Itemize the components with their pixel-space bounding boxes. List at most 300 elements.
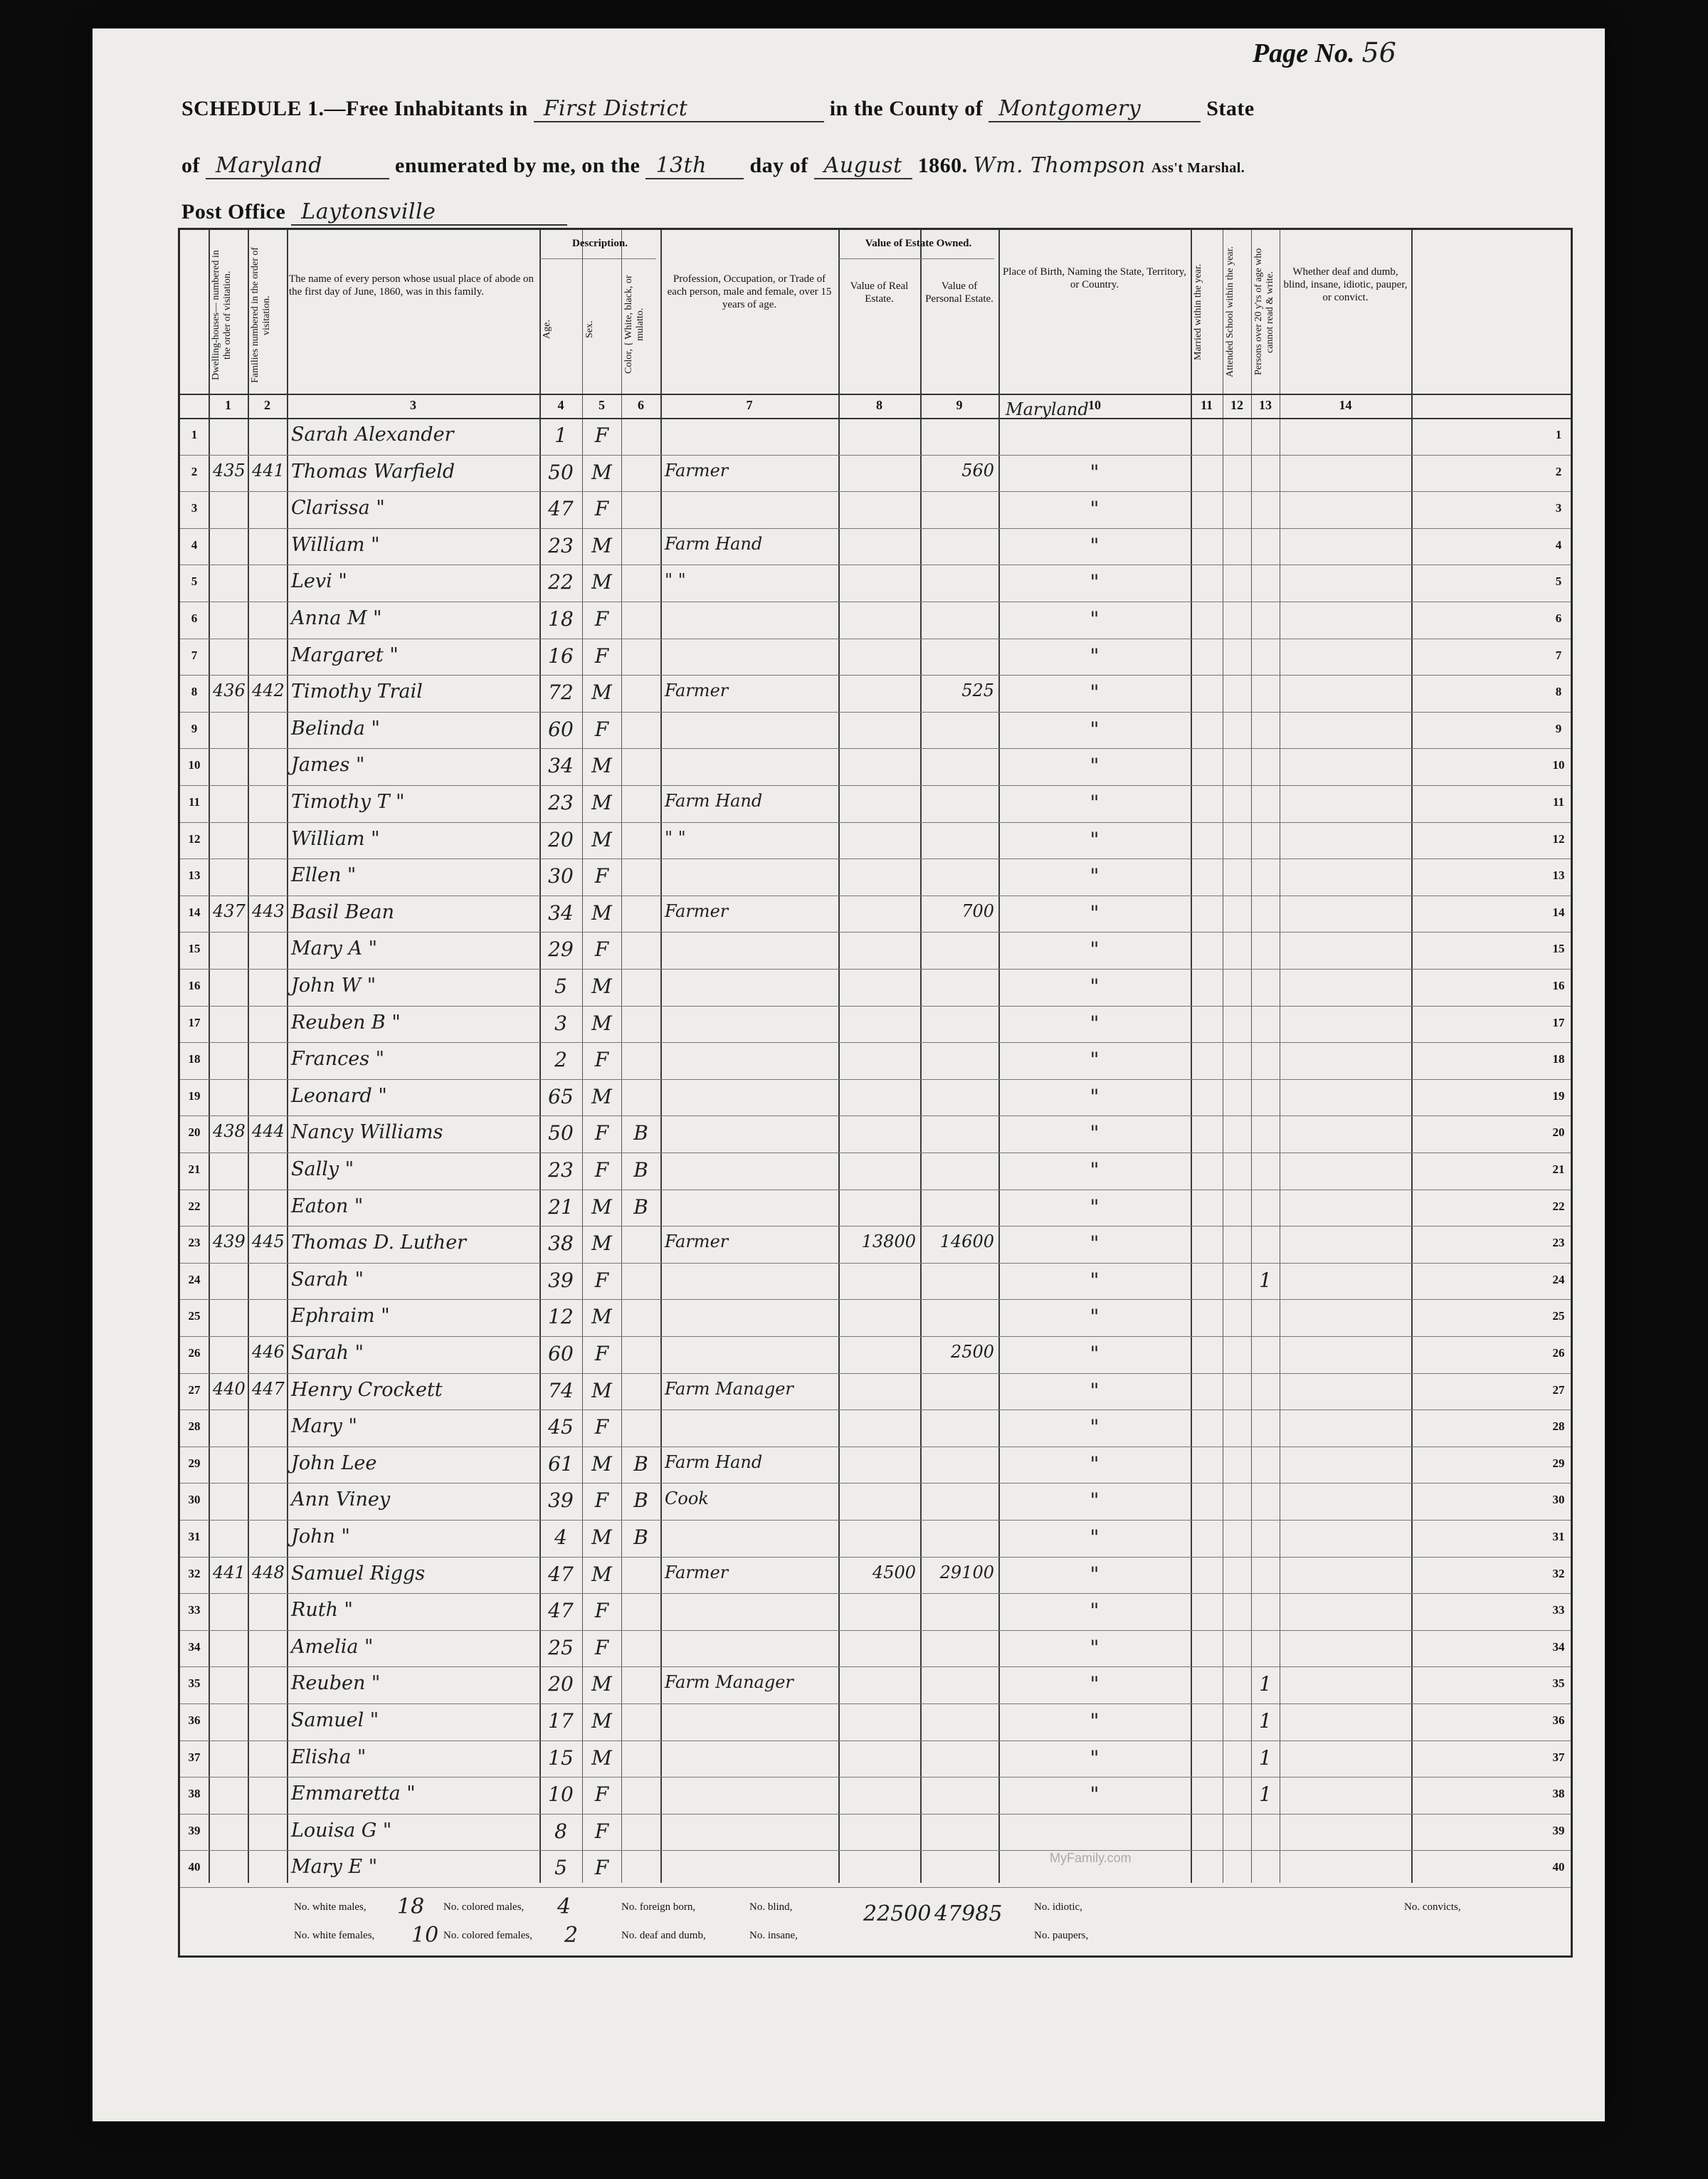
row-rule <box>180 1887 1571 1888</box>
column-header: Value of Real Estate. <box>850 280 909 305</box>
age-value: 34 <box>548 754 574 778</box>
person-name: Sarah " <box>291 1268 364 1291</box>
row-number-right: 19 <box>1552 1088 1565 1103</box>
sex-value: F <box>594 1819 609 1843</box>
occupation-value: Farm Manager <box>665 1672 794 1693</box>
sex-value: M <box>591 1194 612 1219</box>
column-rule <box>248 230 249 1883</box>
color-value: B <box>633 1451 648 1476</box>
totals-field: No. idiotic, <box>1034 1901 1082 1913</box>
family-number: 447 <box>252 1378 285 1399</box>
age-value: 8 <box>554 1819 567 1843</box>
row-rule <box>180 1814 1571 1815</box>
family-number: 445 <box>252 1232 285 1252</box>
person-name: John Lee <box>291 1451 377 1474</box>
age-value: 60 <box>548 717 574 741</box>
dwelling-number: 437 <box>213 901 246 921</box>
dwelling-number: 441 <box>213 1562 246 1582</box>
birthplace-value: " <box>1090 717 1100 741</box>
row-rule <box>180 1593 1571 1594</box>
row-rule <box>180 1703 1571 1704</box>
sex-value: M <box>591 1672 612 1696</box>
column-rule <box>1251 230 1252 1883</box>
person-name: Emmaretta " <box>291 1782 416 1805</box>
person-name: Ruth " <box>291 1599 353 1622</box>
sex-value: F <box>594 717 609 741</box>
column-header: Profession, Occupation, or Trade of each person, male and female, over 15 years of age. <box>667 273 832 310</box>
row-number-right: 39 <box>1552 1823 1565 1837</box>
birthplace-value: " <box>1090 570 1100 594</box>
marshal-name: Wm. Thompson <box>973 153 1146 178</box>
row-number-right: 9 <box>1555 721 1562 735</box>
person-name: Frances " <box>291 1048 385 1071</box>
row-number-right: 30 <box>1552 1493 1565 1507</box>
page-number: Page No. 56 <box>1253 37 1396 68</box>
occupation-value: Farm Hand <box>665 791 763 811</box>
row-number-left: 2 <box>191 464 198 478</box>
age-value: 25 <box>548 1635 574 1659</box>
sex-value: M <box>591 1378 612 1402</box>
row-number-right: 26 <box>1552 1346 1565 1360</box>
column-number-rule <box>180 418 1571 419</box>
age-value: 17 <box>548 1709 574 1733</box>
birthplace-maryland: Maryland <box>1006 399 1089 419</box>
row-number-left: 26 <box>188 1346 201 1360</box>
row-rule <box>180 1152 1571 1153</box>
family-number: 442 <box>252 681 285 701</box>
totals-field: 10 <box>411 1923 439 1948</box>
age-value: 1 <box>554 424 567 447</box>
row-number-left: 6 <box>191 611 198 625</box>
row-number-right: 35 <box>1552 1676 1565 1691</box>
illiterate-mark: 1 <box>1259 1745 1272 1770</box>
watermark: MyFamily.com <box>1050 1851 1132 1865</box>
totals-field: No. foreign born, <box>621 1901 696 1913</box>
personal-estate-value: 2500 <box>950 1342 994 1362</box>
row-number-right: 31 <box>1552 1530 1565 1543</box>
column-number: 7 <box>746 398 753 412</box>
row-number-right: 34 <box>1552 1639 1565 1654</box>
row-number-left: 32 <box>188 1566 201 1580</box>
row-number-right: 13 <box>1552 868 1565 883</box>
row-number-left: 10 <box>188 758 201 772</box>
column-number: 9 <box>956 398 963 412</box>
person-name: Leonard " <box>291 1084 387 1107</box>
sex-value: F <box>594 1158 609 1182</box>
row-number-right: 17 <box>1552 1015 1565 1029</box>
row-number-left: 8 <box>191 685 198 699</box>
column-rule <box>1191 230 1192 1883</box>
sex-value: M <box>591 681 612 705</box>
age-value: 22 <box>548 570 574 594</box>
row-number-right: 6 <box>1555 611 1562 625</box>
row-number-right: 10 <box>1552 758 1565 772</box>
illiterate-mark: 1 <box>1259 1709 1272 1733</box>
illiterate-mark: 1 <box>1259 1672 1272 1696</box>
sex-value: M <box>591 1562 612 1586</box>
birthplace-value: " <box>1090 1378 1100 1402</box>
birthplace-value: " <box>1090 1745 1100 1770</box>
age-value: 20 <box>548 827 574 851</box>
column-number: 10 <box>1088 398 1101 412</box>
column-number: 11 <box>1200 398 1213 412</box>
sex-value: M <box>591 1451 612 1476</box>
column-header: Color, { White, black, or mulatto. <box>623 275 645 374</box>
birthplace-value: " <box>1090 1782 1100 1807</box>
row-number-right: 40 <box>1552 1860 1565 1874</box>
column-header: Sex. <box>584 320 595 339</box>
row-rule <box>180 1042 1571 1043</box>
person-name: James " <box>291 754 365 777</box>
row-rule <box>180 1263 1571 1264</box>
dwelling-number: 439 <box>213 1232 246 1252</box>
sex-value: F <box>594 864 609 888</box>
row-rule <box>180 1666 1571 1667</box>
dwelling-number: 438 <box>213 1121 246 1142</box>
birthplace-value: " <box>1090 938 1100 962</box>
row-number-right: 15 <box>1552 942 1565 956</box>
sex-value: F <box>594 1856 609 1880</box>
column-rule <box>838 230 840 1883</box>
row-rule <box>180 1557 1571 1558</box>
column-header: Persons over 20 y'rs of age who cannot read & write. <box>1253 248 1275 376</box>
row-rule <box>180 1520 1571 1521</box>
row-number-left: 17 <box>188 1015 201 1029</box>
column-rule <box>539 230 541 1883</box>
row-number-right: 33 <box>1552 1603 1565 1617</box>
column-header: Married within the year. <box>1193 263 1203 360</box>
birthplace-value: " <box>1090 1268 1100 1292</box>
sex-value: M <box>591 975 612 998</box>
row-number-right: 21 <box>1552 1162 1565 1176</box>
sex-value: F <box>594 607 609 631</box>
illiterate-mark: 1 <box>1259 1268 1272 1292</box>
row-number-right: 5 <box>1555 574 1562 589</box>
birthplace-value: " <box>1090 1451 1100 1476</box>
row-rule <box>180 1409 1571 1410</box>
sex-value: M <box>591 570 612 594</box>
totals-field: No. blind, <box>749 1901 793 1913</box>
row-number-left: 23 <box>188 1236 201 1250</box>
header-line-3: Post Office Laytonsville <box>181 199 567 226</box>
age-value: 23 <box>548 1158 574 1182</box>
row-number-right: 27 <box>1552 1382 1565 1397</box>
color-value: B <box>633 1526 648 1549</box>
sex-value: M <box>591 827 612 851</box>
column-number: 8 <box>876 398 882 412</box>
person-name: Mary " <box>291 1415 357 1438</box>
age-value: 20 <box>548 1672 574 1696</box>
sex-value: F <box>594 1268 609 1292</box>
age-value: 47 <box>548 1562 574 1586</box>
row-rule <box>180 1373 1571 1374</box>
occupation-value: " " <box>665 570 686 591</box>
row-rule <box>180 1740 1571 1741</box>
illiterate-mark: 1 <box>1259 1782 1272 1807</box>
occupation-value: Farmer <box>665 1562 729 1582</box>
person-name: Belinda " <box>291 717 380 740</box>
person-name: Sally " <box>291 1158 354 1180</box>
row-number-left: 3 <box>191 501 198 515</box>
age-value: 23 <box>548 791 574 814</box>
age-value: 39 <box>548 1488 574 1513</box>
age-value: 72 <box>548 681 574 705</box>
person-name: Anna M " <box>291 607 382 629</box>
birthplace-value: " <box>1090 754 1100 778</box>
row-rule <box>180 822 1571 823</box>
birthplace-value: " <box>1090 1158 1100 1182</box>
sex-value: F <box>594 1342 609 1365</box>
birthplace-value: " <box>1090 827 1100 851</box>
personal-estate-value: 525 <box>961 681 994 701</box>
personal-estate-value: 14600 <box>939 1232 994 1252</box>
age-value: 16 <box>548 644 574 668</box>
person-name: Samuel Riggs <box>291 1562 426 1585</box>
birthplace-value: " <box>1090 1526 1100 1549</box>
column-number: 5 <box>599 398 605 412</box>
column-rule <box>998 230 1000 1883</box>
person-name: Reuben " <box>291 1672 381 1695</box>
column-header: The name of every person whose usual place of abode on the first day of June, 1860, was in this family. <box>289 273 534 298</box>
birthplace-value: " <box>1090 1084 1100 1108</box>
sex-value: F <box>594 424 609 447</box>
occupation-value: Farm Hand <box>665 533 763 554</box>
row-number-right: 2 <box>1555 464 1562 478</box>
age-value: 21 <box>548 1194 574 1219</box>
sex-value: M <box>591 791 612 814</box>
sex-value: M <box>591 1011 612 1035</box>
column-number: 1 <box>225 398 231 412</box>
person-name: Eaton " <box>291 1194 364 1217</box>
person-name: Margaret " <box>291 644 399 666</box>
column-header: Value of Personal Estate. <box>925 280 993 305</box>
row-number-right: 1 <box>1555 428 1562 441</box>
row-number-left: 13 <box>188 868 201 883</box>
row-number-left: 20 <box>188 1125 201 1140</box>
sex-value: F <box>594 644 609 668</box>
occupation-value: Cook <box>665 1488 709 1509</box>
row-rule <box>180 1777 1571 1778</box>
birthplace-value: " <box>1090 1415 1100 1439</box>
age-value: 5 <box>554 975 567 998</box>
age-value: 15 <box>548 1745 574 1770</box>
personal-estate-value: 29100 <box>939 1562 994 1582</box>
row-number-left: 18 <box>188 1052 201 1066</box>
schedule-title: SCHEDULE 1.—Free Inhabitants in <box>181 97 528 120</box>
sex-value: M <box>591 1709 612 1733</box>
occupation-value: " " <box>665 827 686 848</box>
county-value: Montgomery <box>989 96 1201 122</box>
family-number: 446 <box>252 1342 285 1362</box>
sex-value: M <box>591 1305 612 1329</box>
column-header: Attended School within the year. <box>1225 246 1235 377</box>
person-name: Amelia " <box>291 1635 374 1658</box>
header-bottom-rule <box>180 394 1571 395</box>
age-value: 4 <box>554 1526 567 1549</box>
totals-field: No. white males, <box>294 1901 367 1913</box>
post-office-value: Laytonsville <box>291 199 567 226</box>
header-line-1 <box>181 96 1255 122</box>
row-number-left: 14 <box>188 905 201 919</box>
sex-value: F <box>594 1599 609 1623</box>
row-rule <box>180 1079 1571 1080</box>
row-number-right: 29 <box>1552 1456 1565 1470</box>
age-value: 18 <box>548 607 574 631</box>
column-header: Whether deaf and dumb, blind, insane, idiotic, pauper, or convict. <box>1283 266 1408 303</box>
dwelling-number: 435 <box>213 460 246 481</box>
occupation-value: Farmer <box>665 460 729 481</box>
person-name: Reuben B " <box>291 1011 401 1034</box>
totals-field: No. colored males, <box>443 1901 524 1913</box>
row-number-left: 25 <box>188 1309 201 1323</box>
row-number-right: 7 <box>1555 648 1562 662</box>
row-rule <box>180 785 1571 786</box>
person-name: Henry Crockett <box>291 1378 443 1401</box>
age-value: 23 <box>548 533 574 557</box>
column-rule <box>660 230 662 1883</box>
age-value: 39 <box>548 1268 574 1292</box>
totals-field: 4 <box>557 1894 571 1919</box>
sex-value: M <box>591 901 612 925</box>
sex-value: F <box>594 1121 609 1145</box>
totals-field: 22500 <box>863 1901 932 1926</box>
row-number-left: 27 <box>188 1382 201 1397</box>
row-rule <box>180 675 1571 676</box>
birthplace-value: " <box>1090 1048 1100 1072</box>
color-value: B <box>633 1158 648 1182</box>
row-number-left: 9 <box>191 721 198 735</box>
person-name: Ephraim " <box>291 1305 390 1328</box>
row-number-left: 19 <box>188 1088 201 1103</box>
totals-field: No. convicts, <box>1404 1901 1461 1913</box>
row-rule <box>180 1483 1571 1484</box>
person-name: John " <box>291 1526 350 1548</box>
sex-value: M <box>591 1084 612 1108</box>
row-number-left: 16 <box>188 979 201 992</box>
year-value: 1860. <box>917 154 968 177</box>
totals-field: No. deaf and dumb, <box>621 1930 706 1941</box>
totals-field: No. colored females, <box>443 1930 532 1941</box>
row-number-right: 11 <box>1552 795 1565 809</box>
person-name: William " <box>291 827 380 850</box>
row-number-left: 30 <box>188 1493 201 1507</box>
dwelling-number: 436 <box>213 681 246 701</box>
birthplace-value: " <box>1090 1562 1100 1586</box>
birthplace-value: " <box>1090 975 1100 998</box>
row-number-right: 3 <box>1555 501 1562 515</box>
column-header: Families numbered in the order of visitation. <box>250 247 272 384</box>
person-name: Basil Bean <box>291 901 394 923</box>
age-value: 50 <box>548 460 574 484</box>
birthplace-value: " <box>1090 1342 1100 1365</box>
person-name: Thomas D. Luther <box>291 1232 467 1254</box>
row-rule <box>180 1226 1571 1227</box>
totals-field: No. white females, <box>294 1930 375 1941</box>
sex-value: M <box>591 460 612 484</box>
column-rule <box>1411 230 1413 1883</box>
column-header: Value of Estate Owned. <box>865 238 972 249</box>
person-name: Sarah " <box>291 1342 364 1364</box>
age-value: 30 <box>548 864 574 888</box>
row-number-left: 24 <box>188 1272 201 1286</box>
person-name: Levi " <box>291 570 347 593</box>
person-name: Mary A " <box>291 938 377 960</box>
person-name: Clarissa " <box>291 497 385 520</box>
sex-value: F <box>594 938 609 962</box>
column-number: 6 <box>638 398 644 412</box>
row-rule <box>180 969 1571 970</box>
person-name: Sarah Alexander <box>291 424 454 446</box>
row-number-left: 40 <box>188 1860 201 1874</box>
totals-field: No. insane, <box>749 1930 798 1941</box>
family-number: 443 <box>252 901 285 921</box>
row-number-left: 7 <box>191 648 198 662</box>
age-value: 47 <box>548 497 574 521</box>
birthplace-value: " <box>1090 901 1100 925</box>
county-label: in the County of <box>829 97 984 120</box>
day-value: 13th <box>645 153 744 179</box>
personal-estate-value: 700 <box>961 901 994 921</box>
state-value: Maryland <box>206 153 389 179</box>
birthplace-value: " <box>1090 1488 1100 1513</box>
row-number-left: 36 <box>188 1713 201 1727</box>
person-name: Thomas Warfield <box>291 460 455 483</box>
column-number: 12 <box>1230 398 1243 412</box>
row-rule <box>180 1630 1571 1631</box>
row-rule <box>180 748 1571 749</box>
estate-rule <box>838 258 994 259</box>
sex-value: M <box>591 533 612 557</box>
column-header: Place of Birth, Naming the State, Territory, or Country. <box>1002 266 1187 290</box>
age-value: 38 <box>548 1232 574 1256</box>
row-number-left: 15 <box>188 942 201 956</box>
row-number-right: 24 <box>1552 1272 1565 1286</box>
dwelling-number: 440 <box>213 1378 246 1399</box>
person-name: Ann Viney <box>291 1488 391 1511</box>
color-value: B <box>633 1488 648 1513</box>
column-header: Age. <box>542 320 552 340</box>
column-number: 2 <box>264 398 270 412</box>
row-rule <box>180 1446 1571 1447</box>
sex-value: M <box>591 1232 612 1256</box>
row-number-left: 29 <box>188 1456 201 1470</box>
column-rule <box>920 230 922 1883</box>
age-value: 34 <box>548 901 574 925</box>
birthplace-value: " <box>1090 1305 1100 1329</box>
person-name: Timothy T " <box>291 791 405 813</box>
person-name: John W " <box>291 975 376 997</box>
person-name: Nancy Williams <box>291 1121 443 1144</box>
occupation-value: Farmer <box>665 1232 729 1252</box>
occupation-value: Farmer <box>665 681 729 701</box>
row-number-left: 31 <box>188 1530 201 1543</box>
row-number-right: 20 <box>1552 1125 1565 1140</box>
census-table <box>178 228 1573 1958</box>
row-number-right: 36 <box>1552 1713 1565 1727</box>
age-value: 65 <box>548 1084 574 1108</box>
age-value: 29 <box>548 938 574 962</box>
birthplace-value: " <box>1090 1635 1100 1659</box>
header-line-2: of Maryland enumerated by me, on the 13th day of August 1860. Wm. Thompson Ass't Marshal. <box>181 153 1245 178</box>
person-name: Timothy Trail <box>291 681 423 703</box>
birthplace-value: " <box>1090 644 1100 668</box>
sex-value: F <box>594 1782 609 1807</box>
age-value: 61 <box>548 1451 574 1476</box>
row-number-left: 21 <box>188 1162 201 1176</box>
family-number: 448 <box>252 1562 285 1582</box>
occupation-value: Farmer <box>665 901 729 921</box>
sex-value: F <box>594 1488 609 1513</box>
